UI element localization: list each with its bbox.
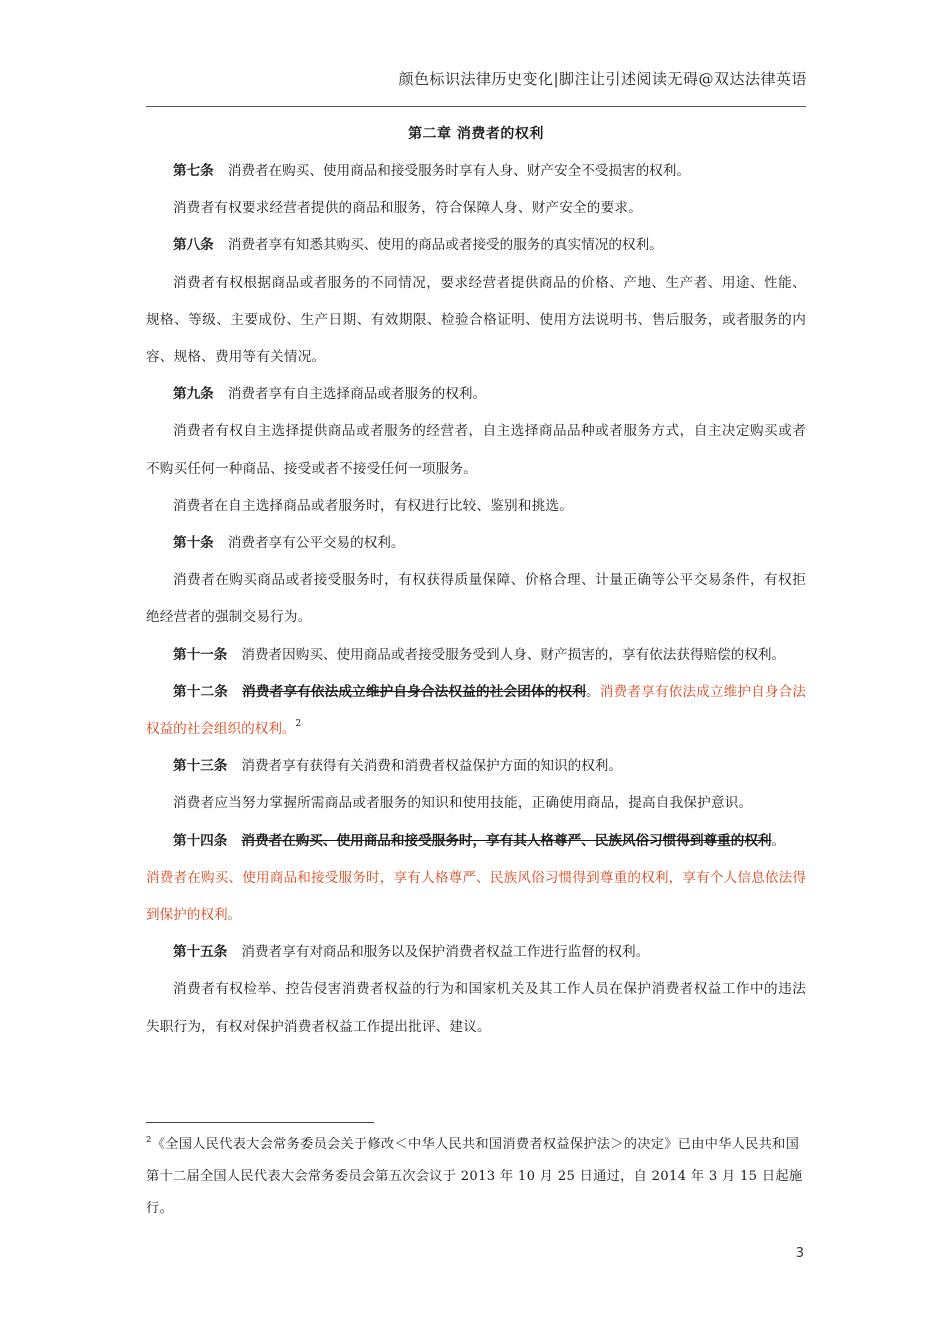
article-text: 消费者享有自主选择商品或者服务的权利。 — [227, 386, 487, 403]
document-body — [146, 116, 806, 1046]
article-10 — [146, 525, 806, 562]
article-text: 消费者享有公平交易的权利。 — [227, 535, 405, 552]
article-12 — [146, 674, 806, 748]
article-7-paragraph: 消费者有权要求经营者提供的商品和服务，符合保障人身、财产安全的要求。 — [173, 200, 642, 217]
article-text: 消费者因购买、使用商品或者接受服务受到人身、财产损害的，享有依法获得赔偿的权利。 — [241, 646, 786, 663]
page-number: 3 — [795, 1246, 804, 1261]
article-text: 消费者享有获得有关消费和消费者权益保护方面的知识的权利。 — [241, 758, 622, 775]
article-10-paragraph: 消费者在购买商品或者接受服务时，有权获得质量保障、价格合理、计量正确等公平交易条件，有权拒绝经营者的强制交易行为。 — [146, 572, 806, 626]
article-number: 第十条 — [173, 535, 214, 552]
deleted-text: 消费者在购买、使用商品和接受服务时，享有其人格尊严、民族风俗习惯得到尊重的权利 — [241, 832, 772, 849]
article-11 — [146, 637, 806, 674]
article-13-paragraph: 消费者应当努力掌握所需商品或者服务的知识和使用技能，正确使用商品，提高自我保护意识。 — [173, 795, 753, 812]
article-number: 第八条 — [173, 237, 214, 254]
article-9-paragraph: 消费者有权自主选择提供商品或者服务的经营者，自主选择商品品种或者服务方式，自主决定购买或者不购买任何一种商品、接受或者不接受任何一项服务。 — [146, 423, 806, 477]
article-15 — [146, 934, 806, 971]
article-number: 第十四条 — [173, 832, 228, 849]
amended-text: 消费者在购买、使用商品和接受服务时，享有人格尊严、民族风俗习惯得到尊重的权利，享有个人信息依法得到保护的权利。 — [146, 869, 806, 924]
separator: 。 — [586, 683, 600, 700]
deleted-text: 消费者享有依法成立维护自身合法权益的社会团体的权利 — [242, 683, 587, 700]
article-8 — [146, 227, 806, 264]
article-8-paragraph: 消费者有权根据商品或者服务的不同情况，要求经营者提供商品的价格、产地、生产者、用途、性能、规格、等级、主要成份、生产日期、有效期限、检验合格证明、使用方法说明书、售后服务，或者服务的内容、规格、费用等有关情况。 — [146, 274, 806, 366]
separator: 。 — [771, 832, 786, 849]
article-text: 消费者享有对商品和服务以及保护消费者权益工作进行监督的权利。 — [241, 944, 650, 961]
article-number: 第十五条 — [173, 944, 228, 961]
article-number: 第十一条 — [173, 646, 228, 663]
footnote-text: 《全国人民代表大会常务委员会关于修改＜中华人民共和国消费者权益保护法＞的决定》已由中华人民共和国第十二届全国人民代表大会常务委员会第五次会议于 2013 年 10 月 25 日通过，自 2014 年 3 月 15 日起施行。 — [146, 1137, 803, 1216]
article-9 — [146, 376, 806, 413]
article-9-paragraph: 消费者在自主选择商品或者服务时，有权进行比较、鉴别和挑选。 — [173, 497, 574, 514]
article-7 — [146, 153, 806, 190]
article-text: 消费者在购买、使用商品和接受服务时享有人身、财产安全不受损害的权利。 — [227, 163, 690, 179]
article-text: 消费者享有知悉其购买、使用的商品或者接受的服务的真实情况的权利。 — [227, 237, 663, 254]
amended-text: 消费者享有依法成立维护自身合法权益的社会组织的权利。 — [146, 683, 807, 738]
footnote-mark: 2 — [146, 1135, 152, 1145]
header-divider — [146, 106, 806, 107]
article-13 — [146, 748, 806, 785]
footnote-divider — [146, 1122, 374, 1123]
article-number: 第十三条 — [173, 758, 228, 775]
footnote-reference: 2 — [295, 719, 302, 730]
article-15-paragraph: 消费者有权检举、控告侵害消费者权益的行为和国家机关及其工作人员在保护消费者权益工作中的违法失职行为，有权对保护消费者权益工作提出批评、建议。 — [146, 981, 806, 1035]
article-number: 第九条 — [173, 386, 214, 403]
article-number: 第十二条 — [173, 683, 229, 700]
chapter-title: 第二章 消费者的权利 — [408, 126, 544, 142]
article-14 — [146, 823, 806, 935]
running-header: 颜色标识法律历史变化|脚注让引述阅读无碍@双达法律英语 — [398, 70, 807, 88]
footnote — [146, 1129, 806, 1225]
article-number: 第七条 — [173, 163, 214, 179]
